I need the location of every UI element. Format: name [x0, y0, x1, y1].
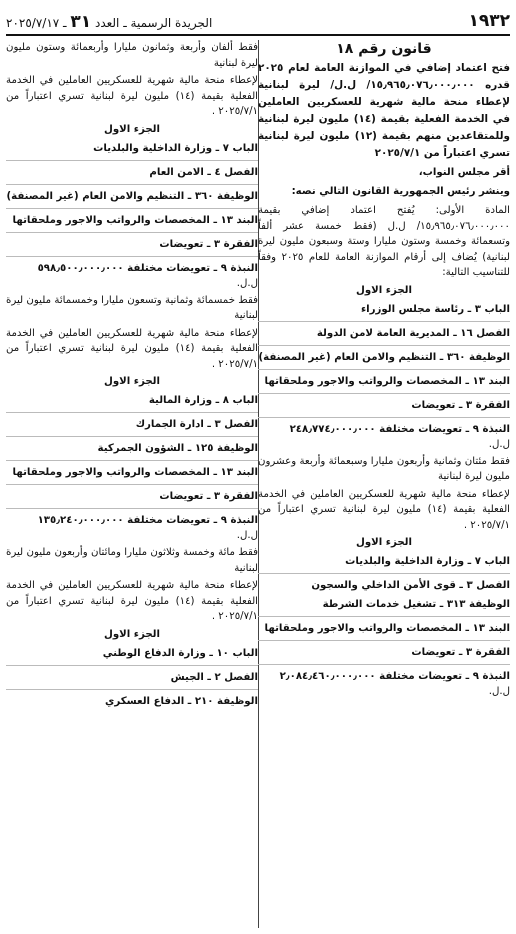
item-line: البند ١٣ ـ المخصصات والرواتب والاجور وملحقاتها [258, 374, 510, 394]
paragraph-line-1: الفقرة ٣ ـ تعويضات [6, 237, 258, 257]
amount-in-words-1: فقط خمسمائة وثمانية وتسعون مليارا وخمسمائة مليون ليرة لبنانية [6, 294, 258, 321]
purpose-line-2: لإعطاء منحة مالية شهرية للعسكريين العاملين في الخدمة الفعلية بقيمة (١٤) مليون ليرة لبنانية تسري اعتباراً من ٢٠٢٥/٧/١ . [6, 580, 258, 622]
amount-line-2: النبذة ٩ ـ تعويضات مختلفة ٢٫٠٨٤٫٤٦٠٫٠٠٠٫٠٠٠ [279, 671, 510, 682]
issue-number: ٣١ [70, 12, 92, 32]
promulgation-line: وينشر رئيس الجمهورية القانون التالي نصه: [291, 186, 510, 197]
part-heading-l3: الجزء الاول [103, 628, 160, 640]
purpose-line-0: لإعطاء منحة مالية شهرية للعسكريين العاملين في الخدمة الفعلية بقيمة (١٤) مليون ليرة لبنانية تسري اعتباراً من ٢٠٢٥/٧/١ . [6, 75, 258, 117]
issue-date: ـ ٢٠٢٥/٧/١٧ [6, 16, 67, 30]
chapter-line-l3: الباب ١٠ ـ وزارة الدفاع الوطني [6, 646, 258, 666]
paragraph-line-2: الفقرة ٣ ـ تعويضات [258, 645, 510, 665]
section-line-l3: الفصل ٢ ـ الجيش [6, 670, 258, 690]
paragraph-line: الفقرة ٣ ـ تعويضات [258, 398, 510, 418]
amount-in-words-0: فقط ألفان وأربعة وثمانون مليارا وأربعمائة وستون مليون ليرة لبنانية [6, 42, 258, 69]
currency-line-2: ل.ل. [488, 686, 510, 697]
chapter-line: الباب ٣ ـ رئاسة مجلس الوزراء [258, 302, 510, 322]
part-heading-2: الجزء الاول [355, 537, 412, 548]
amount-in-words: فقط مئتان وثمانية وأربعون مليارا وسبعمائة وأربعة وعشرون مليون ليرة لبنانية [258, 455, 510, 482]
function-line-2: الوظيفة ٣١٣ ـ تشغيل خدمات الشرطة [258, 597, 510, 617]
currency-line-1: ل.ل. [236, 277, 258, 289]
page-header [6, 8, 510, 36]
chapter-line-1: الباب ٧ ـ وزارة الداخلية والبلديات [6, 141, 258, 161]
function-line-1: الوظيفة ٣٦٠ ـ التنظيم والامن العام (غير المصنفة) [6, 189, 258, 209]
item-line-1: البند ١٣ ـ المخصصات والرواتب والاجور وملحقاتها [6, 213, 258, 233]
currency-line-l2: ل.ل. [236, 530, 258, 541]
part-heading: الجزء الاول [355, 284, 412, 296]
chapter-line-2: الباب ٧ ـ وزارة الداخلية والبلديات [258, 554, 510, 574]
part-heading-l2: الجزء الاول [103, 376, 160, 387]
function-line-l3: الوظيفة ٢١٠ ـ الدفاع العسكري [105, 695, 258, 707]
journal-info [6, 12, 212, 34]
approval-line: أقر مجلس النواب، [418, 167, 510, 178]
paragraph-line-l2: الفقرة ٣ ـ تعويضات [6, 489, 258, 509]
currency-line: ل.ل. [488, 438, 510, 450]
purpose-line-1: لإعطاء منحة مالية شهرية للعسكريين العاملين في الخدمة الفعلية بقيمة (١٤) مليون ليرة لبنانية تسري اعتباراً من ٢٠٢٥/٧/١ . [6, 327, 258, 370]
page-number: ١٩٣٢ [468, 11, 510, 31]
right-column [258, 40, 510, 928]
section-line: الفصل ١٦ ـ المديرية العامة لامن الدولة [258, 326, 510, 346]
amount-line-1: النبذة ٩ ـ تعويضات مختلفة ٥٩٨٫٥٠٠٫٠٠٠٫٠٠٠ [37, 262, 258, 274]
journal-name: الجريدة الرسمية ـ العدد [94, 16, 213, 30]
item-line-2: البند ١٣ ـ المخصصات والرواتب والاجور وملحقاتها [258, 621, 510, 641]
amount-in-words-2: فقط مائة وخمسة وثلاثون مليارا ومائتان وأربعون مليون ليرة لبنانية [6, 547, 258, 574]
amount-line: النبذة ٩ ـ تعويضات مختلفة ٢٤٨٫٧٧٤٫٠٠٠٫٠٠٠ [289, 423, 510, 435]
function-line-l2: الوظيفة ١٢٥ ـ الشؤون الجمركية [6, 441, 258, 461]
function-line: الوظيفة ٣٦٠ ـ التنظيم والامن العام (غير المصنفة) [258, 350, 510, 370]
law-title: قانون رقم ١٨ [336, 41, 432, 57]
chapter-line-l2: الباب ٨ ـ وزارة المالية [6, 393, 258, 413]
section-line-1: الفصل ٤ ـ الامن العام [6, 165, 258, 185]
law-heading: فتح اعتماد إضافي في الموازنة العامة لعام ٢٠٢٥ قدره ١٥٫٩٦٥٫٠٧٦٫٠٠٠٫٠٠٠/ ل.ل/ ليرة لبنانية لإعطاء منحة مالية شهرية للعسكريين العاملين في الخدمة الفعلية بقيمة (١٤) مليون ليرة لبنانية وللمتقاعدين منهم بقيمة (١٢) مليون ليرة لبنانية تسري اعتباراً من ٢٠٢٥/٧/١ [258, 62, 510, 159]
section-line-2: الفصل ٣ ـ قوى الأمن الداخلي والسجون [311, 580, 510, 591]
section-line-l2: الفصل ٣ ـ ادارة الجمارك [6, 417, 258, 437]
purpose-line: لإعطاء منحة مالية شهرية للعسكريين العاملين في الخدمة الفعلية بقيمة (١٤) مليون ليرة لبنانية تسري اعتباراً من ٢٠٢٥/٧/١ . [258, 488, 510, 531]
part-heading-1: الجزء الاول [103, 123, 160, 135]
article-one: المادة الأولى: يُفتح اعتماد إضافي بقيمة ١٥٫٩٦٥٫٠٧٦٫٠٠٠٫٠٠٠/ ل.ل (فقط خمسة عشر ألفاً وتسعمائة وخمسة وستون مليارا وستة وسبعون مليون ليرة لبنانية) يُضاف إلى أرقام الموازنة العامة للعام ٢٠٢٥ وفقاً للتناسيب التالية: [258, 205, 510, 278]
item-line-l2: البند ١٣ ـ المخصصات والرواتب والاجور وملحقاتها [6, 465, 258, 485]
amount-line-l2: النبذة ٩ ـ تعويضات مختلفة ١٣٥٫٢٤٠٫٠٠٠٫٠٠٠ [37, 515, 258, 526]
left-column [6, 40, 258, 928]
